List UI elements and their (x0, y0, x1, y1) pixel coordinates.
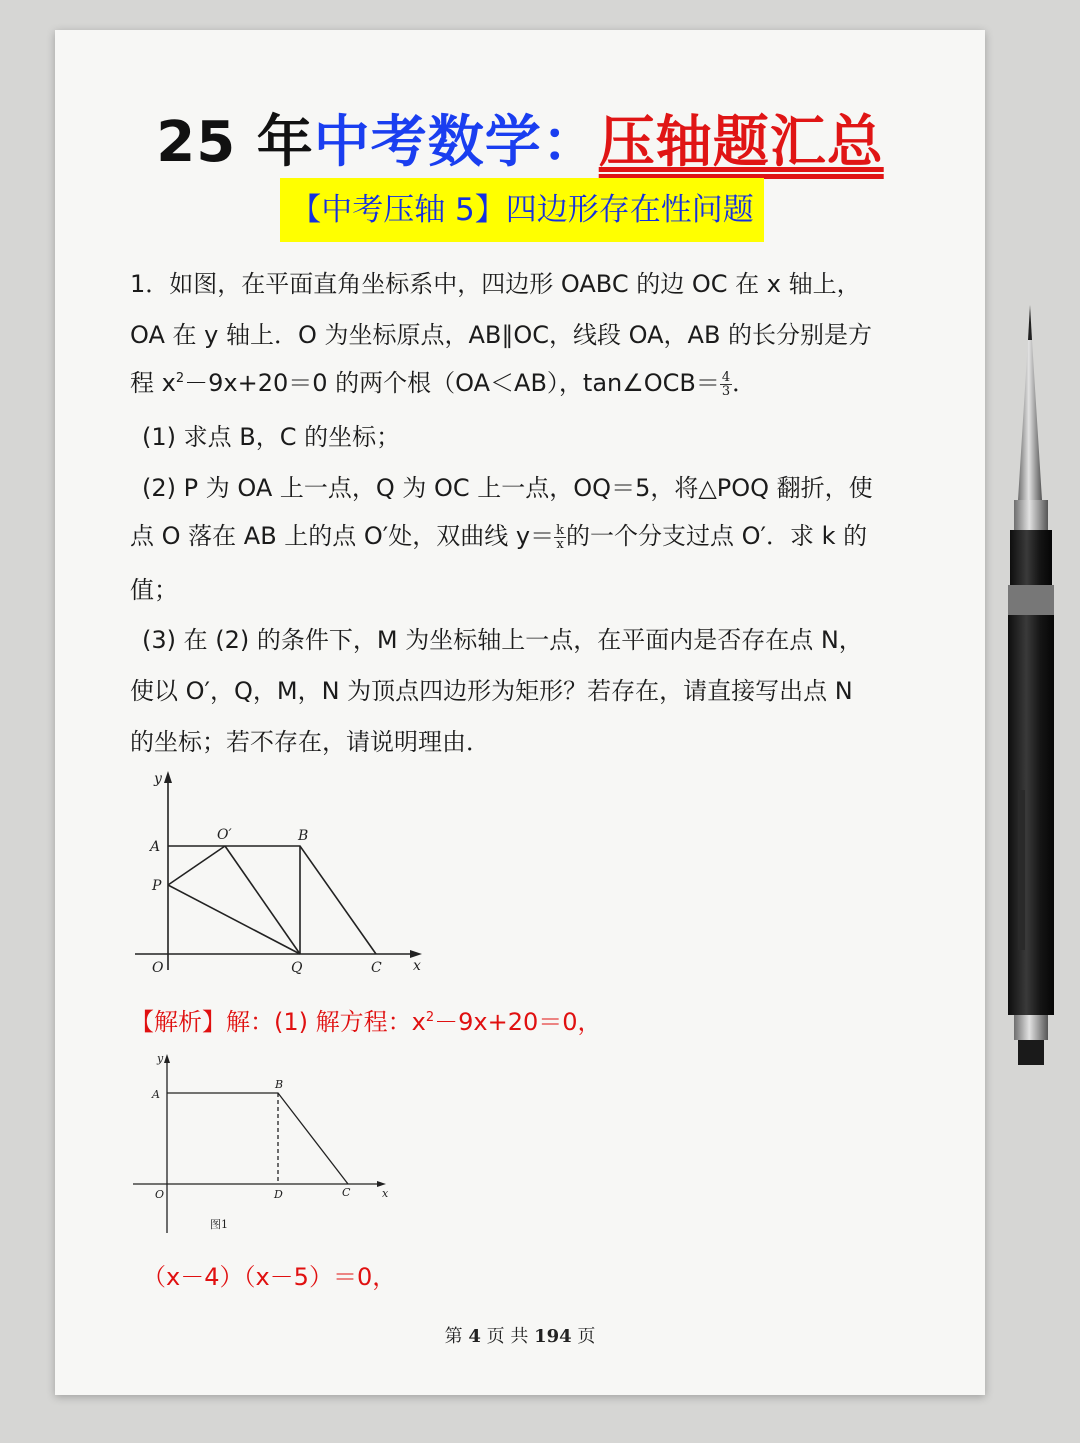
label-q: Q (291, 960, 303, 976)
paper-sheet (55, 30, 985, 1395)
y-axis-arrow (164, 771, 172, 783)
pencil-body (1008, 615, 1054, 1015)
label-d: D (274, 1188, 283, 1201)
footer-prefix: 第 (444, 1326, 463, 1347)
pencil-band (1008, 585, 1054, 615)
figure-2-diagram (130, 1048, 400, 1238)
section-subtitle: 【中考压轴 5】四边形存在性问题 (280, 178, 764, 242)
problem-line-3-start: 程 x (130, 369, 176, 397)
solution-line-1-end: －9x+20＝0， (434, 1008, 602, 1036)
label-p: P (152, 878, 162, 894)
solution-line-2: （x－4）（x－5）＝0， (142, 1263, 397, 1291)
label-x: x (382, 1187, 389, 1200)
label-b: B (275, 1078, 284, 1091)
hyperbola-fraction-numerator: k (556, 522, 564, 538)
segment-oprime-q (225, 846, 300, 954)
question-2-line-2 (130, 516, 867, 551)
question-1: (1) 求点 B，C 的坐标； (142, 423, 401, 451)
label-y: y (157, 1052, 164, 1065)
problem-line-3-mid: －9x+20＝0 的两个根（OA＜AB），tan∠OCB＝ (184, 369, 720, 397)
edge-ab-bc (168, 846, 376, 954)
question-2-line-1: (2) P 为 OA 上一点，Q 为 OC 上一点，OQ＝5，将△POQ 翻折，使 (142, 474, 873, 502)
title-part-topic: 压轴题汇总 (598, 110, 884, 175)
label-o: O (155, 1188, 165, 1201)
pencil-end-band (1014, 1015, 1048, 1040)
solution-line-1 (130, 1002, 602, 1037)
question-3-line-3: 的坐标；若不存在，请说明理由． (130, 728, 490, 756)
hyperbola-fraction-denominator: x (556, 536, 564, 552)
x-axis-arrow (410, 950, 422, 958)
pencil-ferrule (1014, 500, 1048, 530)
question-2-line-2-start: 点 O 落在 AB 上的点 O′处，双曲线 y＝ (130, 522, 555, 550)
footer-total-pages: 194 (534, 1326, 572, 1347)
footer-page-number: 4 (468, 1326, 481, 1347)
solution-heading: 【解析】 (130, 1008, 226, 1036)
label-a: A (152, 1088, 160, 1101)
pencil-lead (1028, 305, 1032, 340)
problem-line-1: 1．如图，在平面直角坐标系中，四边形 OABC 的边 OC 在 x 轴上， (130, 270, 861, 298)
question-2-line-2-end: 的一个分支过点 O′．求 k 的 (565, 522, 868, 550)
problem-exponent: 2 (175, 371, 185, 386)
tan-fraction-denominator: 3 (721, 383, 731, 399)
label-o-prime: O′ (217, 827, 232, 843)
pencil-clip (1018, 790, 1025, 950)
pencil-decoration (1002, 300, 1060, 1080)
label-x: x (413, 958, 421, 974)
footer-suffix: 页 (577, 1326, 596, 1347)
title-part-year: 25 年 (156, 110, 314, 175)
page-footer (55, 1322, 985, 1348)
label-o: O (152, 960, 164, 976)
hyperbola-fraction (554, 524, 566, 551)
problem-line-3 (130, 363, 756, 398)
label-c: C (371, 960, 382, 976)
label-a: A (150, 839, 161, 855)
y-axis-arrow (164, 1054, 170, 1063)
problem-line-2: OA 在 y 轴上．O 为坐标原点，AB∥OC，线段 OA，AB 的长分别是方 (130, 321, 873, 349)
pencil-tip (1018, 340, 1042, 500)
title-part-subject: 中考数学： (313, 110, 599, 175)
pencil-grip (1010, 530, 1052, 585)
label-y: y (154, 771, 162, 787)
label-c: C (342, 1186, 351, 1199)
problem-line-3-end: ． (732, 369, 757, 397)
tan-fraction (720, 371, 732, 398)
footer-middle: 页 共 (486, 1326, 529, 1347)
label-b: B (298, 828, 309, 844)
solution-exponent: 2 (425, 1010, 435, 1025)
question-3-line-1: (3) 在 (2) 的条件下，M 为坐标轴上一点，在平面内是否存在点 N， (142, 626, 863, 654)
question-2-line-3: 值； (130, 576, 178, 604)
figure-1-diagram (130, 765, 430, 980)
page-title (55, 98, 985, 178)
tan-fraction-numerator: 4 (721, 369, 731, 385)
question-3-line-2: 使以 O′，Q，M，N 为顶点四边形为矩形？若存在，请直接写出点 N (130, 677, 853, 705)
pencil-cap (1018, 1040, 1044, 1065)
solution-line-1-start: 解：(1) 解方程：x (226, 1008, 426, 1036)
edge-ab-bc (167, 1093, 348, 1184)
segment-p-q (168, 885, 300, 954)
figure-caption: 图1 (210, 1218, 228, 1231)
segment-p-oprime (168, 846, 225, 885)
